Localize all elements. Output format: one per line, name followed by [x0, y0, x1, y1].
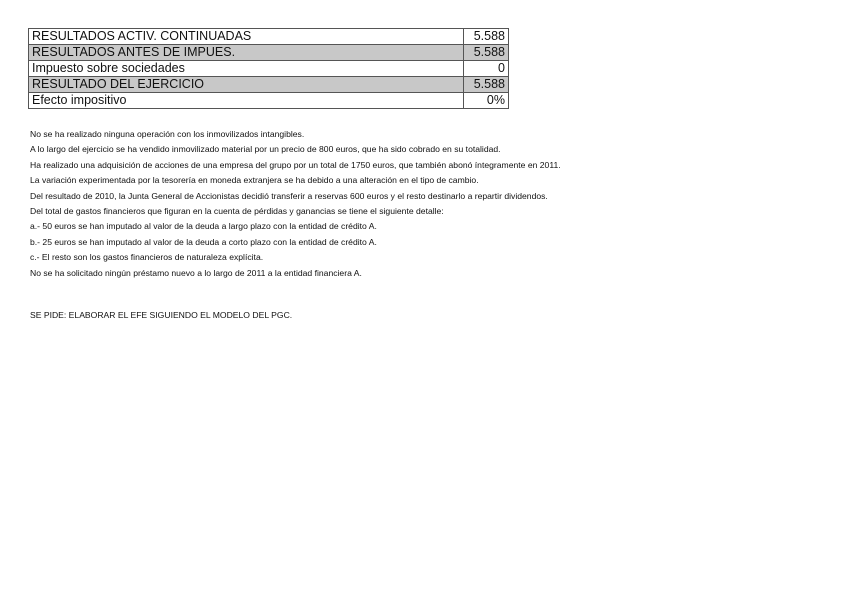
- row-label: RESULTADOS ANTES DE IMPUES.: [29, 45, 464, 61]
- row-label: Impuesto sobre sociedades: [29, 61, 464, 77]
- note-line: No se ha realizado ninguna operación con los inmovilizados intangibles.: [30, 129, 305, 139]
- table-row: [29, 77, 509, 93]
- row-label: RESULTADO DEL EJERCICIO: [29, 77, 464, 93]
- note-line: La variación experimentada por la tesorería en moneda extranjera se ha debido a una alteración en el tipo de cambio.: [30, 175, 479, 186]
- note-line: No se ha solicitado ningún préstamo nuevo a lo largo de 2011 a la entidad financiera A.: [30, 267, 362, 278]
- table-row: [29, 29, 509, 45]
- row-value: 5.588: [464, 45, 509, 61]
- note-line: Ha realizado una adquisición de acciones de una empresa del grupo por un total de 1750 euros, que también abonó íntegramente en 2011.: [30, 159, 561, 170]
- row-value: 0: [464, 61, 509, 77]
- note-line: c.- El resto son los gastos financieros de naturaleza explícita.: [30, 252, 264, 263]
- note-line: b.- 25 euros se han imputado al valor de la deuda a corto plazo con la entidad de crédito A.: [30, 236, 377, 247]
- row-value: 0%: [464, 93, 509, 109]
- task-request: SE PIDE: ELABORAR EL EFE SIGUIENDO EL MODELO DEL PGC.: [30, 310, 293, 320]
- row-value: 5.588: [464, 29, 509, 45]
- table-row: [29, 93, 509, 109]
- row-label: RESULTADOS ACTIV. CONTINUADAS: [29, 29, 464, 45]
- note-line: a.- 50 euros se han imputado al valor de la deuda a largo plazo con la entidad de crédito A.: [30, 221, 377, 232]
- exercise-notes: [30, 127, 830, 281]
- table-row: [29, 45, 509, 61]
- note-line: Del resultado de 2010, la Junta General de Accionistas decidió transferir a reservas 600 euros y el resto destinarlo a repartir dividendos.: [30, 190, 548, 201]
- table-row: [29, 61, 509, 77]
- results-table: [28, 28, 509, 109]
- note-line: A lo largo del ejercicio se ha vendido inmovilizado material por un precio de 800 euros, que ha sido cobrado en su totalidad.: [30, 144, 501, 155]
- row-label: Efecto impositivo: [29, 93, 464, 109]
- row-value: 5.588: [464, 77, 509, 93]
- note-line: Del total de gastos financieros que figuran en la cuenta de pérdidas y ganancias se tiene el siguiente detalle:: [30, 206, 444, 217]
